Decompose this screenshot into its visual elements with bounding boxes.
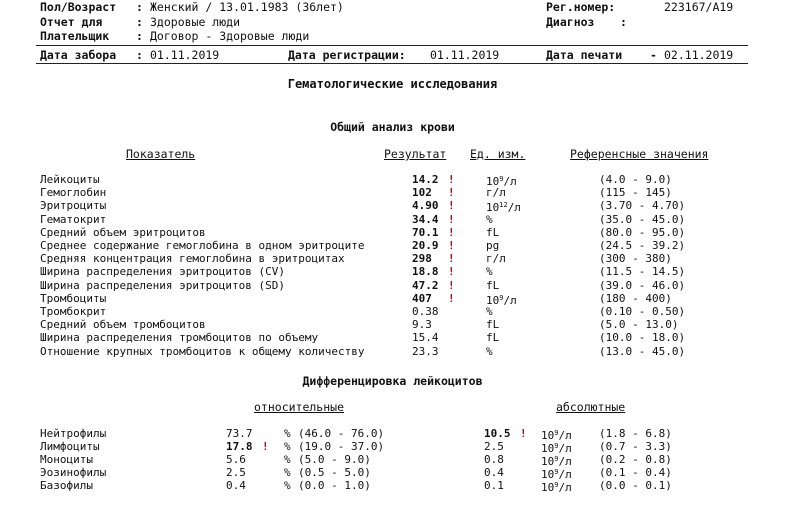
param-name: Эритроциты	[40, 199, 107, 213]
abnormal-flag: !	[448, 291, 455, 305]
param-name: Ширина распределения эритроцитов (CV)	[40, 265, 286, 279]
col-header-ref: Референсные значения	[570, 147, 709, 161]
collection-date-label: Дата забора	[40, 48, 117, 62]
absolute-ref: (0.7 - 3.3)	[599, 440, 672, 453]
param-name: Нейтрофилы	[40, 427, 107, 440]
registration-date-label: Дата регистрации:	[288, 48, 406, 62]
relative-ref: (46.0 - 76.0)	[298, 427, 385, 440]
reference-range: (10.0 - 18.0)	[599, 331, 686, 345]
relative-unit: %	[284, 466, 291, 479]
payer-label: Плательщик	[40, 29, 110, 43]
reference-range: (5.0 - 13.0)	[599, 318, 679, 332]
reference-range: (300 - 380)	[599, 252, 672, 266]
reference-range: (3.70 - 4.70)	[599, 199, 686, 213]
relative-unit: %	[284, 479, 291, 492]
cbc-title: Общий анализ крови	[330, 120, 455, 134]
reg-number-label: Рег.номер:	[546, 0, 616, 14]
col-header-result: Результат	[384, 147, 447, 161]
result-value: 47.2	[412, 278, 439, 292]
payer-value: Договор - Здоровые люди	[150, 29, 310, 43]
relative-unit: %	[284, 427, 291, 440]
col-header-unit: Ед. изм.	[470, 147, 526, 161]
relative-value: 17.8	[226, 440, 253, 453]
reference-range: (4.0 - 9.0)	[599, 173, 672, 186]
param-name: Отношение крупных тромбоцитов к общему количеству	[40, 344, 365, 358]
abnormal-flag: !	[520, 427, 527, 440]
param-name: Моноциты	[40, 453, 93, 466]
absolute-ref: (0.2 - 0.8)	[599, 453, 672, 466]
unit: pg	[486, 239, 500, 252]
relative-value: 0.4	[226, 479, 246, 492]
absolute-unit: $10^9/л$	[541, 468, 572, 481]
absolute-ref: (0.0 - 0.1)	[599, 479, 672, 492]
result-value: 23.3	[412, 344, 439, 358]
absolute-ref: (0.1 - 0.4)	[599, 466, 672, 479]
relative-unit: %	[284, 440, 291, 453]
absolute-ref: (1.8 - 6.8)	[599, 427, 672, 440]
reference-range: (115 - 145)	[599, 186, 672, 200]
relative-ref: (19.0 - 37.0)	[298, 440, 385, 453]
reference-range: (13.0 - 45.0)	[599, 344, 686, 358]
result-value: 407	[412, 291, 432, 305]
relative-ref: (5.0 - 9.0)	[298, 453, 371, 466]
relative-ref: (0.5 - 5.0)	[298, 466, 371, 479]
diff-header-relative: относительные	[254, 400, 345, 414]
absolute-value: 0.1	[484, 479, 504, 492]
abnormal-flag: !	[448, 225, 455, 239]
absolute-unit: $10^9/л$	[541, 429, 572, 442]
header-divider	[36, 45, 748, 46]
param-name: Средний объем эритроцитов	[40, 225, 206, 239]
unit: fL	[486, 278, 500, 292]
unit: %	[486, 305, 493, 318]
param-name: Среднее содержание гемоглобина в одном эритроците	[40, 239, 365, 252]
abnormal-flag: !	[448, 278, 455, 292]
diagnosis-label: Диагноз	[546, 15, 595, 29]
reference-range: (24.5 - 39.2)	[599, 239, 686, 252]
unit: %	[486, 212, 493, 226]
colon: :	[136, 15, 143, 29]
absolute-unit: $10^9/л$	[541, 481, 572, 494]
reference-range: (80.0 - 95.0)	[599, 225, 686, 239]
unit: г/л	[486, 186, 506, 200]
relative-value: 73.7	[226, 427, 253, 440]
unit: fL	[486, 318, 500, 332]
gender-age-label: Пол/Возраст	[40, 0, 117, 14]
param-name: Гематокрит	[40, 212, 107, 226]
report-for-value: Здоровые люди	[150, 15, 241, 29]
result-value: 20.9	[412, 239, 439, 252]
gender-age-value: Женский / 13.01.1983 (36лет)	[150, 0, 344, 14]
param-name: Лейкоциты	[40, 173, 100, 186]
param-name: Средний объем тромбоцитов	[40, 318, 206, 332]
param-name: Тромбоциты	[40, 291, 107, 305]
result-value: 102	[412, 186, 432, 200]
param-name: Ширина распределения тромбоцитов по объему	[40, 331, 319, 345]
result-value: 298	[412, 252, 432, 266]
abnormal-flag: !	[448, 173, 455, 186]
param-name: Тромбокрит	[40, 305, 107, 318]
absolute-unit: $10^9/л$	[541, 442, 572, 455]
param-name: Эозинофилы	[40, 466, 107, 479]
result-value: 4.90	[412, 199, 439, 213]
col-header-param: Показатель	[126, 147, 196, 161]
abnormal-flag: !	[262, 440, 269, 453]
colon: :	[136, 29, 143, 43]
collection-date-value: 01.11.2019	[150, 48, 220, 62]
absolute-value: 0.4	[484, 466, 504, 479]
result-value: 15.4	[412, 331, 439, 345]
abnormal-flag: !	[448, 199, 455, 213]
abnormal-flag: !	[448, 265, 455, 279]
unit: $10^{12}/л$	[486, 201, 521, 215]
reg-number-value: 223167/A19	[664, 0, 734, 14]
param-name: Лимфоциты	[40, 440, 100, 453]
reference-range: (39.0 - 46.0)	[599, 278, 686, 292]
header-bottom-divider	[36, 63, 748, 64]
reference-range: (0.10 - 0.50)	[599, 305, 686, 318]
absolute-value: 2.5	[484, 440, 504, 453]
abnormal-flag: !	[448, 239, 455, 252]
absolute-unit: $10^9/л$	[541, 455, 572, 468]
param-name: Гемоглобин	[40, 186, 107, 200]
relative-value: 2.5	[226, 466, 246, 479]
relative-value: 5.6	[226, 453, 246, 466]
absolute-value: 0.8	[484, 453, 504, 466]
reference-range: (11.5 - 14.5)	[599, 265, 686, 279]
result-value: 9.3	[412, 318, 432, 332]
param-name: Средняя концентрация гемоглобина в эритроцитах	[40, 252, 345, 266]
result-value: 70.1	[412, 225, 439, 239]
unit: г/л	[486, 252, 506, 266]
param-name: Базофилы	[40, 479, 93, 492]
abnormal-flag: !	[448, 252, 455, 266]
unit: %	[486, 265, 493, 279]
absolute-value: 10.5	[484, 427, 511, 440]
abnormal-flag: !	[448, 212, 455, 226]
unit: %	[486, 344, 493, 358]
report-title: Гематологические исследования	[287, 77, 498, 91]
colon: -	[650, 48, 657, 62]
result-value: 14.2	[412, 173, 439, 186]
report-for-label: Отчет для	[40, 15, 103, 29]
relative-ref: (0.0 - 1.0)	[298, 479, 371, 492]
result-value: 0.38	[412, 305, 439, 318]
colon: :	[136, 48, 143, 62]
result-value: 18.8	[412, 265, 439, 279]
param-name: Ширина распределения эритроцитов (SD)	[40, 278, 286, 292]
registration-date-value: 01.11.2019	[430, 48, 500, 62]
unit: $10^9/л$	[486, 175, 517, 188]
unit: fL	[486, 225, 500, 239]
reference-range: (35.0 - 45.0)	[599, 212, 686, 226]
print-date-label: Дата печати	[546, 48, 623, 62]
diff-title: Дифференцировка лейкоцитов	[302, 374, 483, 388]
print-date-value: 02.11.2019	[664, 48, 734, 62]
unit: fL	[486, 331, 500, 345]
unit: $10^9/л$	[486, 293, 517, 307]
abnormal-flag: !	[448, 186, 455, 200]
relative-unit: %	[284, 453, 291, 466]
reference-range: (180 - 400)	[599, 291, 672, 305]
colon: :	[136, 0, 143, 14]
colon: :	[620, 15, 627, 29]
result-value: 34.4	[412, 212, 439, 226]
diff-header-absolute: абсолютные	[556, 400, 626, 414]
